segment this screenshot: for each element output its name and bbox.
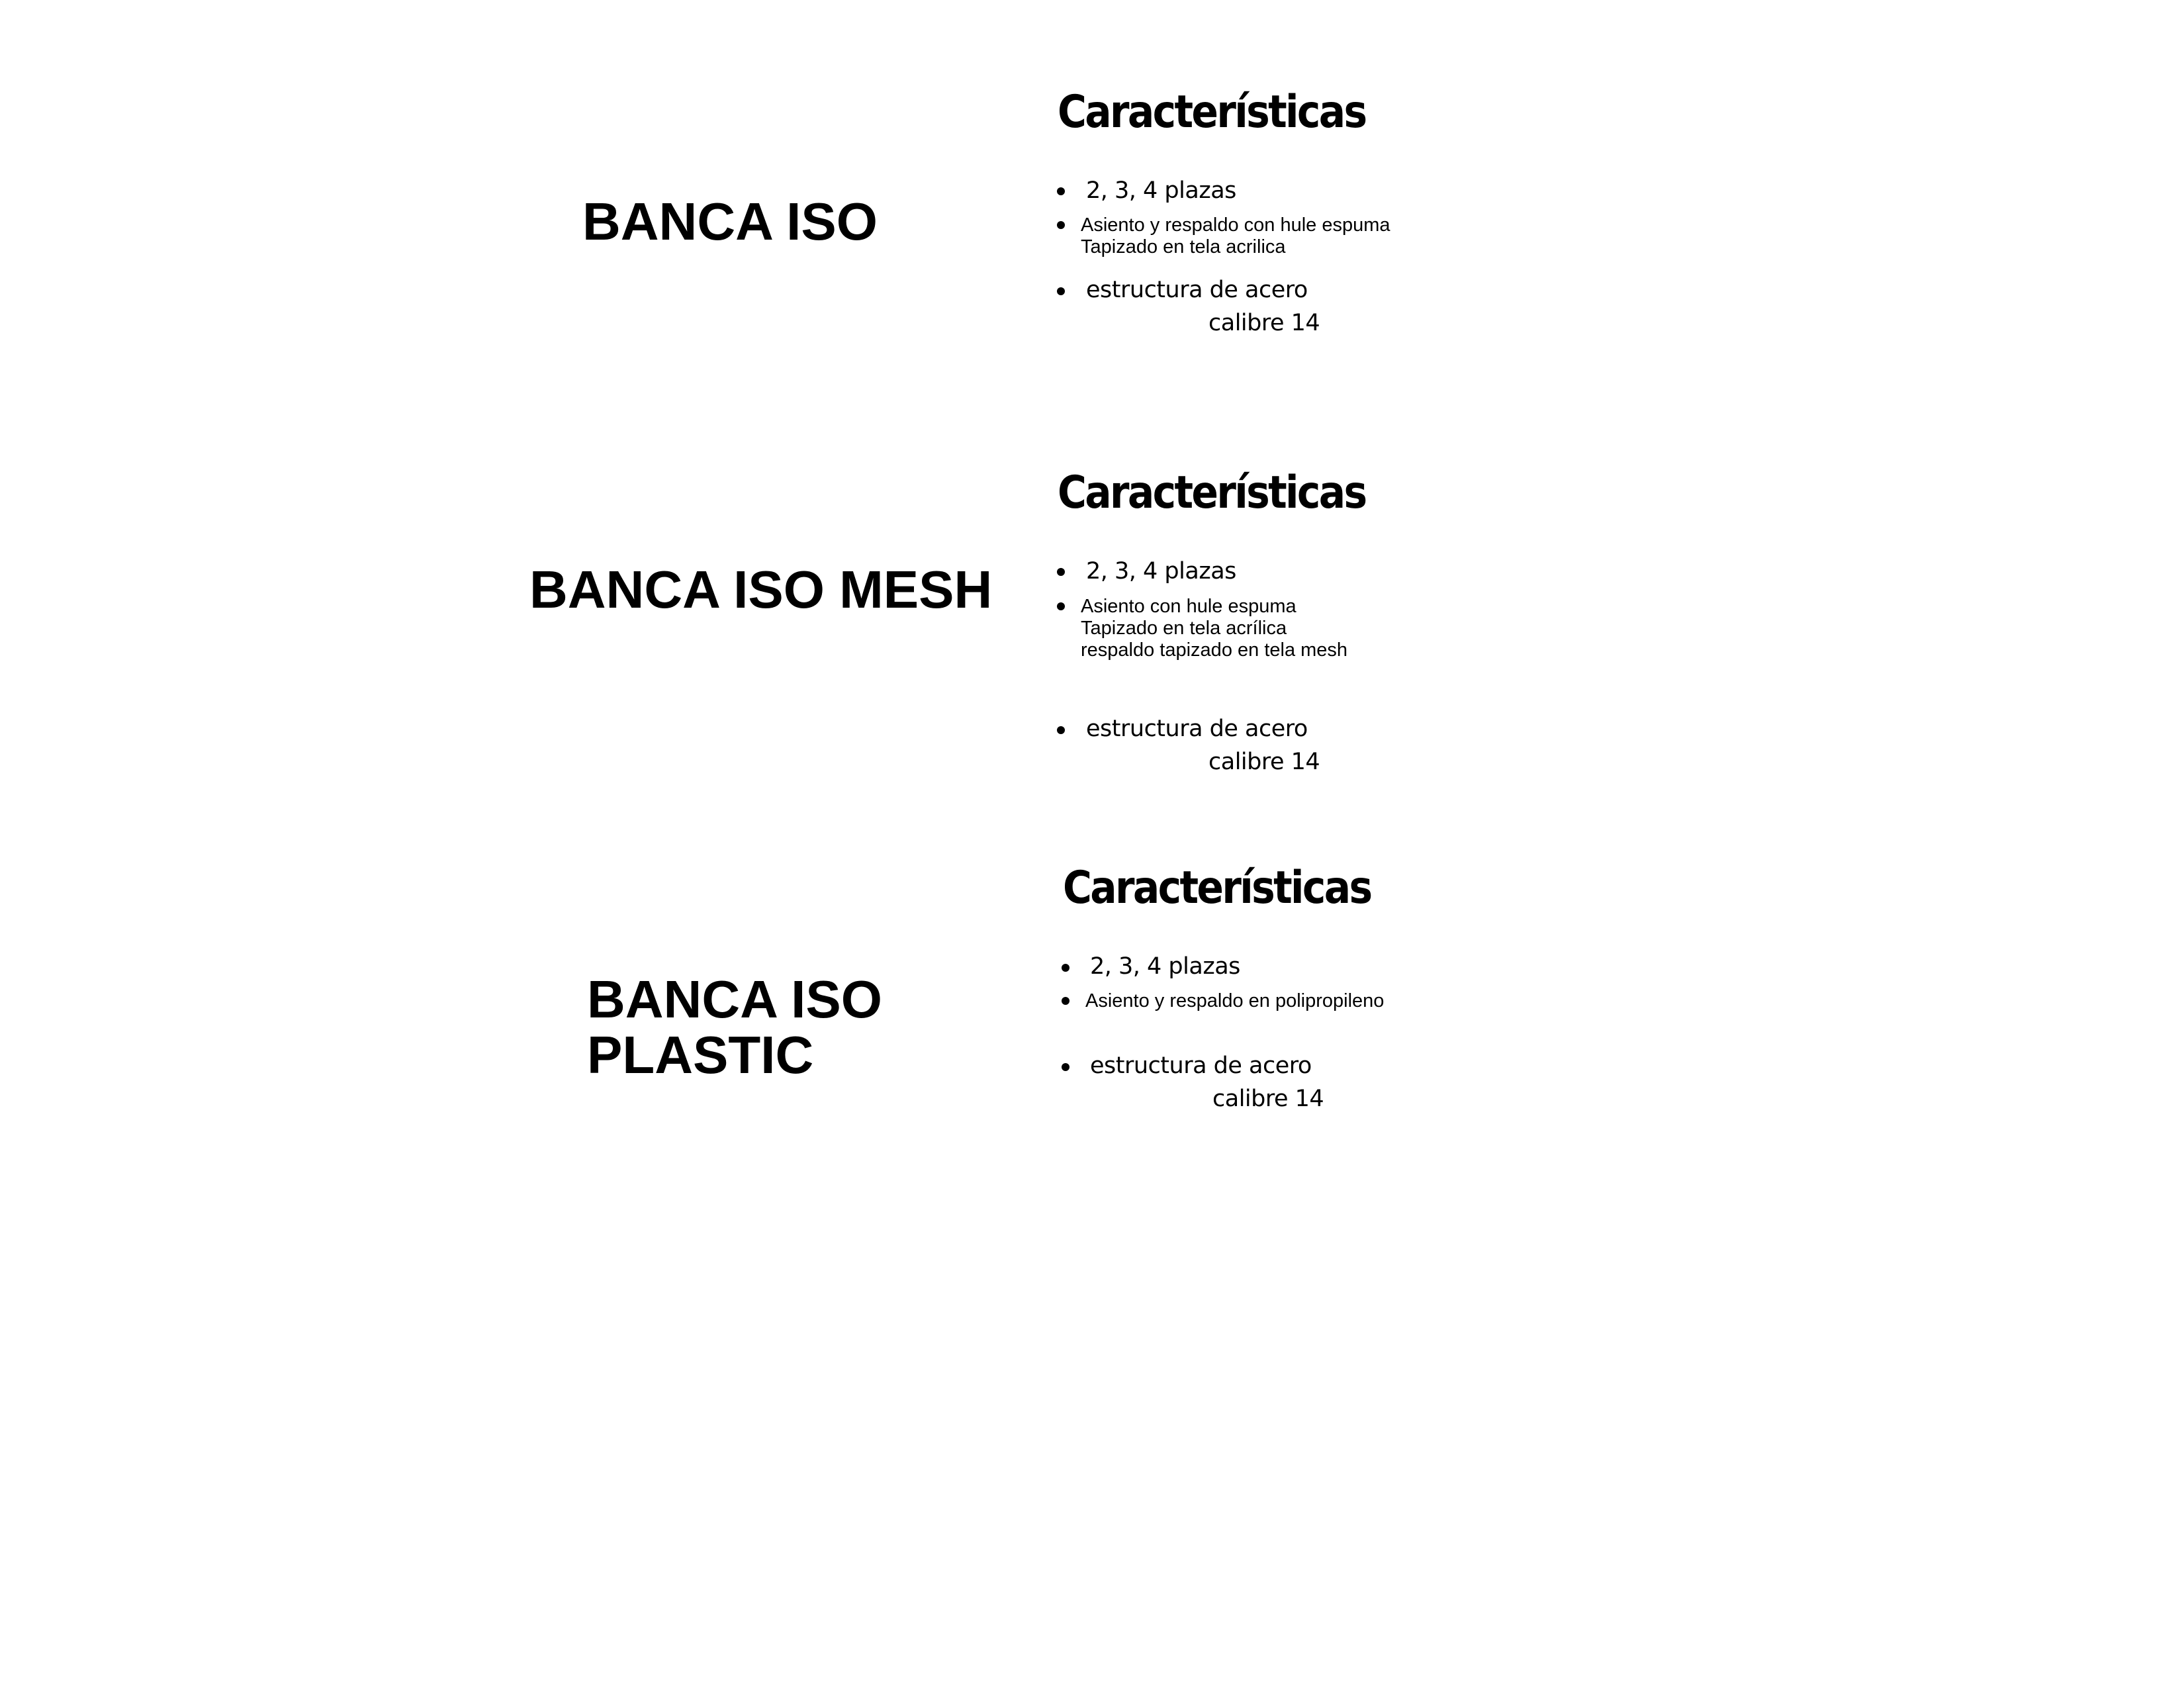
product-title-line-2: PLASTIC: [587, 1025, 814, 1084]
gauge-text: calibre 14: [1212, 1086, 1324, 1112]
seats-text: 2, 3, 4 plazas: [1090, 953, 1240, 980]
bullet-icon: [1062, 1063, 1069, 1071]
product-title: BANCA ISO MESH: [529, 560, 993, 619]
bullet-icon: [1062, 964, 1069, 972]
bullet-icon: [1057, 221, 1065, 229]
upholstery-line-1: Asiento con hule espuma: [1081, 596, 1297, 617]
bullet-icon: [1057, 602, 1065, 610]
upholstery-line-2: Tapizado en tela acrílica: [1081, 618, 1287, 639]
structure-text: estructura de acero: [1090, 1053, 1312, 1079]
product-title-line-1: BANCA ISO: [587, 970, 882, 1029]
structure-text: estructura de acero: [1086, 277, 1308, 303]
features-heading: Características: [1058, 467, 1366, 519]
bullet-icon: [1062, 997, 1069, 1005]
gauge-text: calibre 14: [1208, 749, 1320, 775]
bullet-icon: [1057, 568, 1065, 576]
upholstery-line-1: Asiento y respaldo en polipropileno: [1085, 990, 1385, 1011]
seats-text: 2, 3, 4 plazas: [1086, 177, 1236, 204]
features-heading: Características: [1063, 862, 1371, 914]
bullet-icon: [1057, 187, 1065, 195]
gauge-text: calibre 14: [1208, 310, 1320, 336]
upholstery-line-1: Asiento y respaldo con hule espuma: [1081, 214, 1390, 236]
product-title: BANCA ISO: [582, 192, 878, 251]
bullet-icon: [1057, 726, 1065, 734]
structure-text: estructura de acero: [1086, 716, 1308, 742]
upholstery-line-2: Tapizado en tela acrilica: [1081, 236, 1286, 258]
seats-text: 2, 3, 4 plazas: [1086, 558, 1236, 585]
upholstery-line-3: respaldo tapizado en tela mesh: [1081, 639, 1348, 661]
bullet-icon: [1057, 287, 1065, 295]
features-heading: Características: [1058, 86, 1366, 138]
